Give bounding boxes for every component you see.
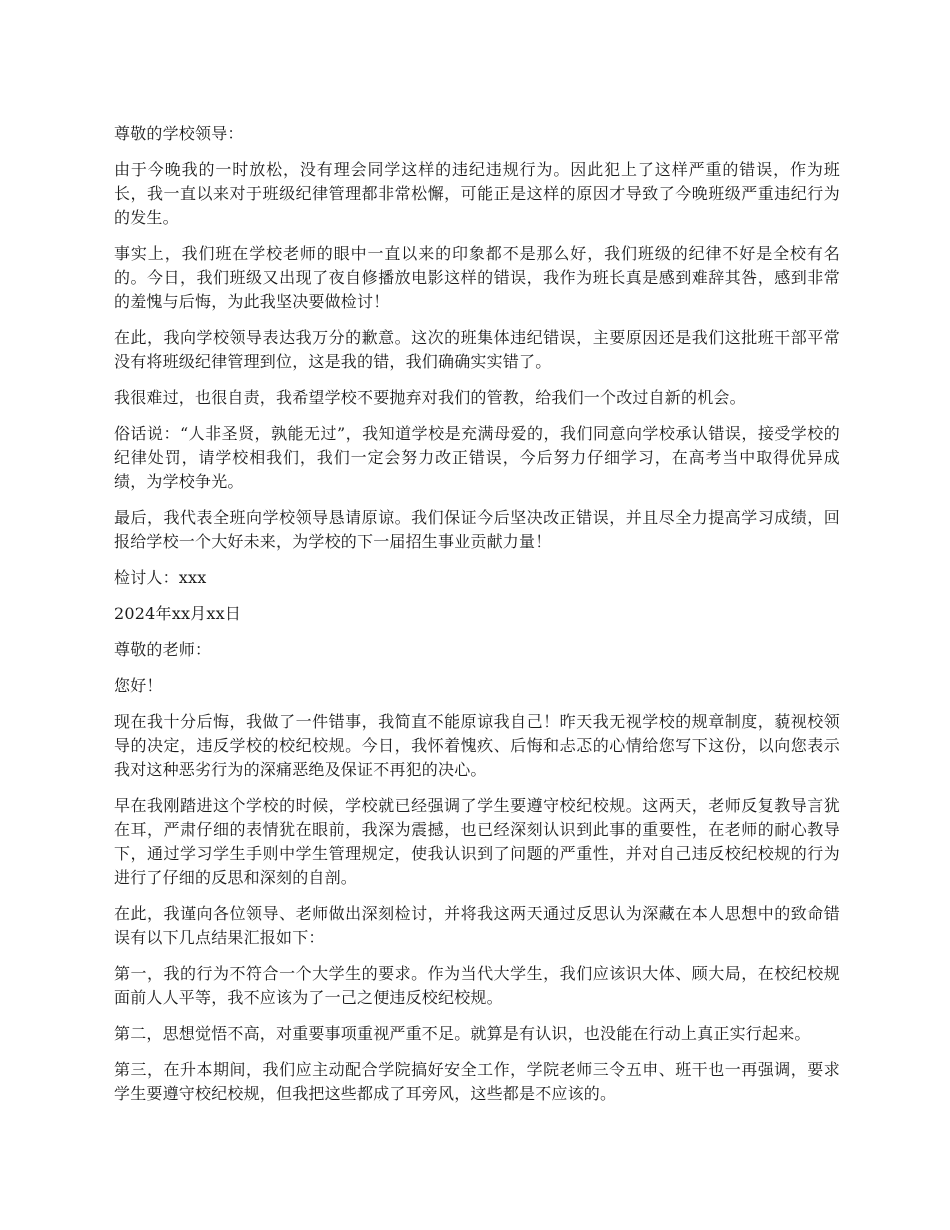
salutation-teacher: 尊敬的老师：: [114, 640, 212, 659]
paragraph: 最后，我代表全班向学校领导恳请原谅。我们保证今后坚决改正错误，并且尽全力提高学习成绩，回报给学校一个大好未来，为学校的下一届招生事业贡献力量！: [114, 508, 840, 551]
salutation-school-leaders: 尊敬的学校领导：: [114, 124, 244, 143]
paragraph: 现在我十分后悔，我做了一件错事，我简直不能原谅我自己！昨天我无视学校的规章制度，藐视校领导的决定，违反学校的校纪校规。今日，我怀着愧疚、后悔和忐忑的心情给您写下这份，以向您表示我对这种恶劣行为的深痛恶绝及保证不再犯的决心。: [114, 712, 840, 779]
paragraph: 第二，思想觉悟不高，对重要事项重视严重不足。就算是有认识，也没能在行动上真正实行起来。: [114, 1024, 811, 1043]
paragraph: 在此，我向学校领导表达我万分的歉意。这次的班集体违纪错误，主要原因还是我们这批班干部平常没有将班级纪律管理到位，这是我的错，我们确确实实错了。: [114, 328, 840, 371]
paragraph: 我很难过，也很自责，我希望学校不要抛弃对我们的管教，给我们一个改过自新的机会。: [114, 388, 746, 407]
date-line: 2024年xx月xx日: [114, 604, 242, 623]
paragraph: 第三，在升本期间，我们应主动配合学院搞好安全工作，学院老师三令五申、班干也一再强调，要求学生要遵守校纪校规，但我把这些都成了耳旁风，这些都是不应该的。: [114, 1060, 840, 1103]
paragraph: 早在我刚踏进这个学校的时候，学校就已经强调了学生要遵守校纪校规。这两天，老师反复教导言犹在耳，严肃仔细的表情犹在眼前，我深为震撼，也已经深刻认识到此事的重要性，在老师的耐心教导下，通过学习学生手则中学生管理规定，使我认识到了问题的严重性，并对自己违反校纪校规的行为进行了仔细的反思和深刻的自剖。: [114, 796, 840, 887]
paragraph: 事实上，我们班在学校老师的眼中一直以来的印象都不是那么好，我们班级的纪律不好是全校有名的。今日，我们班级又出现了夜自修播放电影这样的错误，我作为班长真是感到难辞其咎，感到非常的羞愧与后悔，为此我坚决要做检讨！: [114, 244, 840, 311]
paragraph: 在此，我谨向各位领导、老师做出深刻检讨，并将我这两天通过反思认为深藏在本人思想中的致命错误有以下几点结果汇报如下：: [114, 904, 840, 947]
greeting: 您好！: [114, 676, 163, 695]
paragraph: 第一，我的行为不符合一个大学生的要求。作为当代大学生，我们应该识大体、顾大局，在校纪校规面前人人平等，我不应该为了一己之便违反校纪校规。: [114, 964, 840, 1007]
document-body: [114, 122, 840, 1118]
signature-line: 检讨人：xxx: [114, 568, 207, 587]
paragraph: 俗话说：“人非圣贤，孰能无过”，我知道学校是充满母爱的，我们同意向学校承认错误，接受学校的纪律处罚，请学校相我们，我们一定会努力改正错误，今后努力仔细学习，在高考当中取得优异成绩，为学校争光。: [114, 424, 840, 491]
paragraph: 由于今晚我的一时放松，没有理会同学这样的违纪违规行为。因此犯上了这样严重的错误，作为班长，我一直以来对于班级纪律管理都非常松懈，可能正是这样的原因才导致了今晚班级严重违纪行为的发生。: [114, 160, 840, 227]
